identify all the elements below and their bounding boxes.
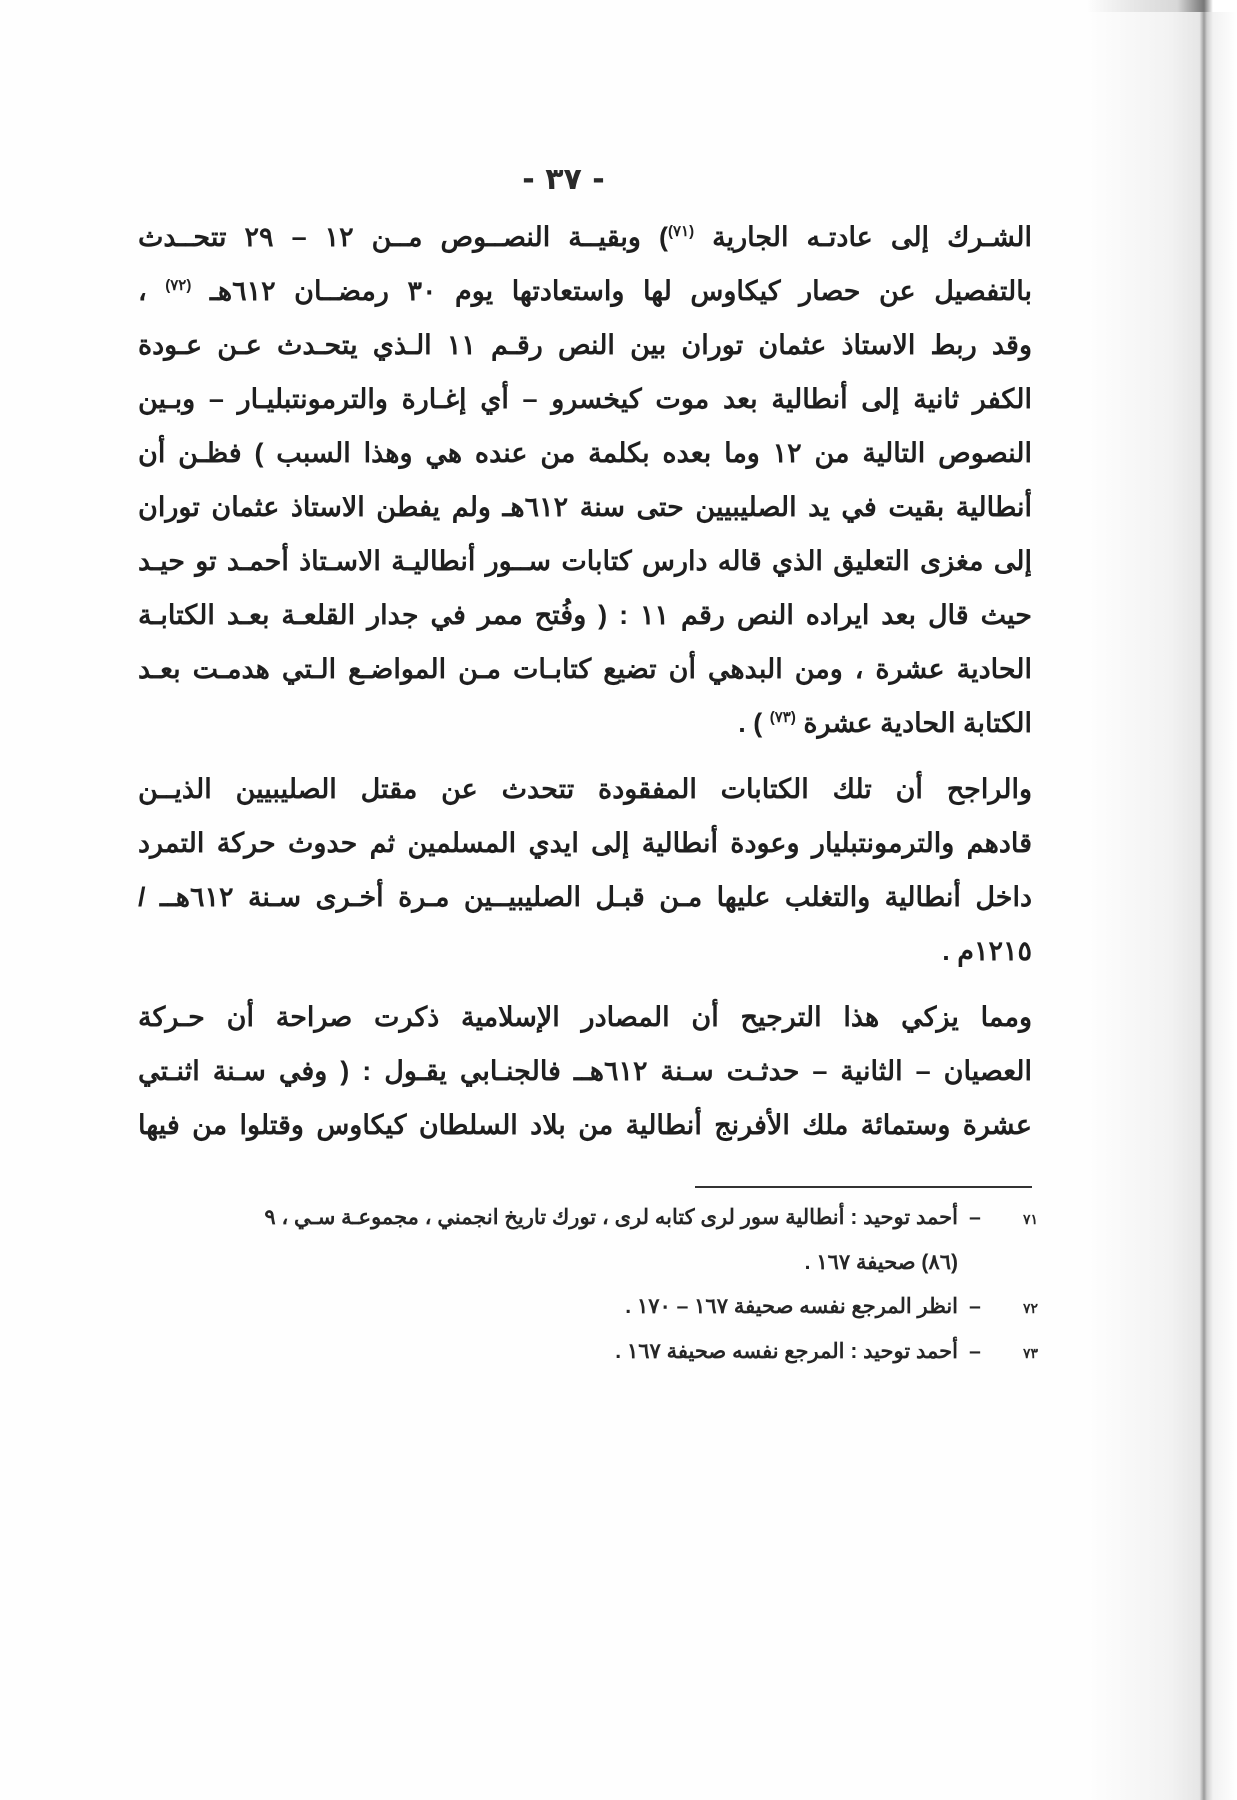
footnote-number: ٧٣	[1022, 1345, 1038, 1361]
text-line: قادهم والترمونتبليار وعودة أنطالية إلى ايدي المسلمين ثم حدوث حركة التمرد	[138, 828, 1032, 858]
footnote-ref-72[interactable]: (٧٢)	[165, 277, 192, 294]
footnote-ref-71[interactable]: (٧١)	[667, 223, 695, 240]
footnote-text: انظر المرجع نفسه صحيفة ١٦٧ – ١٧٠ .	[625, 1295, 958, 1318]
footnote-71	[148, 1196, 1038, 1241]
footnotes	[148, 1196, 1038, 1435]
footnote-separator	[695, 1186, 1032, 1188]
main-text	[138, 210, 1032, 1152]
text-segment: بالتفصيل عن حصار كيكاوس لها واستعادتها يوم ٣٠ رمضــان ٦١٢هـ	[191, 276, 1032, 306]
text-segment: الشـرك إلى عادتـه الجارية	[694, 222, 1032, 252]
footnote-number: ٧١	[1022, 1211, 1038, 1227]
page-top-edge	[1087, 0, 1237, 12]
paragraph-3	[138, 990, 1032, 1152]
footnote-number: ٧٢	[1022, 1300, 1038, 1316]
text-segment: ،	[138, 276, 166, 306]
page-number: - ٣٧ -	[522, 162, 605, 197]
paragraph-1	[138, 210, 1032, 750]
text-line	[138, 696, 1032, 750]
footnote-73	[148, 1330, 1038, 1375]
footnote-ref-73[interactable]: (٧٣)	[769, 709, 796, 726]
text-line: ١٢١٥م .	[942, 936, 1032, 966]
text-line	[138, 264, 1032, 318]
text-line: والراجح أن تلك الكتابات المفقودة تتحدث عن مقتل الصليبيين الذيــن	[138, 774, 1032, 804]
footnote-dash: –	[969, 1206, 981, 1229]
text-line	[138, 210, 1032, 264]
text-line: عشرة وستمائة ملك الأفرنج أنطالية من بلاد السلطان كيكاوس وقتلوا من فيها	[138, 1110, 1032, 1140]
footnote-dash: –	[969, 1340, 981, 1363]
footnote-text: أحمد توحيد : المرجع نفسه صحيفة ١٦٧ .	[615, 1340, 958, 1363]
footnote-text: أحمد توحيد : أنطالية سور لرى كتابه لرى ، تورك تاريخ انجمني ، مجموعـة سـي ، ٩	[264, 1206, 958, 1229]
text-line: وقد ربط الاستاذ عثمان توران بين النص رقـم ١١ الـذي يتحـدث عـن عـودة	[138, 330, 1032, 360]
text-line: أنطالية بقيت في يد الصليبيين حتى سنة ٦١٢هـ ولم يفطن الاستاذ عثمان توران	[138, 492, 1032, 522]
text-line: ومما يزكي هذا الترجيح أن المصادر الإسلامية ذكرت صراحة أن حـركة	[138, 1002, 1032, 1032]
text-line: الحادية عشرة ، ومن البدهي أن تضيع كتابـات مـن المواضـع الـتي هدمـت بعـد	[138, 654, 1032, 684]
text-line: إلى مغزى التعليق الذي قاله دارس كتابات ســور أنطاليـة الاسـتاذ أحمـد تو حيـد	[138, 546, 1032, 576]
text-line: العصيان – الثانية – حدثـت سـنة ٦١٢هــ فالجنـابي يقـول : ( وفي سـنة اثنـتي	[138, 1056, 1033, 1086]
text-line: حيث قال بعد ايراده النص رقم ١١ : ( وفُتح ممر في جدار القلعـة بعـد الكتابـة	[138, 600, 1032, 630]
paragraph-2	[138, 762, 1032, 978]
book-spine-shadow	[1087, 0, 1237, 1800]
text-segment: ) .	[738, 708, 770, 738]
footnote-71-continuation: (٨٦) صحيفة ١٦٧ .	[804, 1251, 958, 1274]
text-segment: ) وبقيــة النصــوص مــن ١٢ – ٢٩ تتحــدث	[138, 222, 668, 252]
footnote-72	[148, 1285, 1038, 1330]
text-line: الكفر ثانية إلى أنطالية بعد موت كيخسرو – أي إغـارة والترمونتبليـار – وبـين	[138, 384, 1032, 414]
text-segment: الكتابة الحادية عشرة	[795, 708, 1032, 738]
footnote-dash: –	[969, 1295, 981, 1318]
text-line: داخل أنطالية والتغلب عليها مـن قبـل الصليبيــين مـرة أخـرى سـنة ٦١٢هــ /	[138, 882, 1033, 912]
text-line: النصوص التالية من ١٢ وما بعده بكلمة من عنده هي وهذا السبب ) فظـن أن	[138, 438, 1032, 468]
